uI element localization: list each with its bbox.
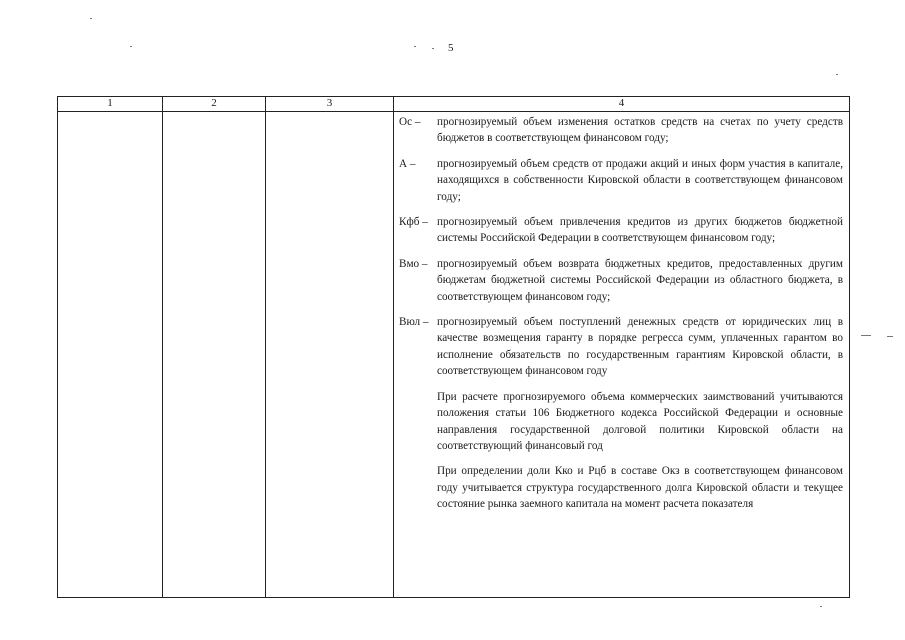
- document-table: [57, 96, 850, 598]
- paragraph-share-determination: При определении доли Кко и Рцб в составе Окз в соответствующем финансовом году учитывается структура государственного долга Кировской области и текущее состояние рынка заемного капитала на момент расчета показателя: [437, 465, 843, 511]
- scan-speck: [414, 46, 416, 47]
- definition-text: прогнозируемый объем средств от продажи акций и иных форм участия в капитале, находящихся в собственности Кировской области в соответствующем финансовом году;: [437, 157, 843, 203]
- cell-column-3: [266, 112, 394, 598]
- scan-speck: [861, 335, 871, 336]
- definition-term: Вмо –: [399, 257, 428, 270]
- definition-os: [399, 114, 843, 147]
- definition-kfb: [399, 214, 843, 247]
- definition-term: Вюл –: [399, 316, 429, 329]
- definition-vyul: [399, 314, 843, 380]
- definition-text: прогнозируемый объем привлечения кредитов из других бюджетов бюджетной системы Российской Федерации в соответствующем финансовом году;: [437, 216, 843, 245]
- definition-term: Ос –: [399, 116, 421, 128]
- page-number: 5: [448, 42, 454, 54]
- table-row: [58, 112, 850, 598]
- column-header-4: 4: [394, 97, 850, 112]
- scan-speck: [887, 336, 893, 337]
- column-header-2: 2: [163, 97, 266, 112]
- scan-speck: [90, 18, 92, 19]
- table-header-row: [58, 97, 850, 112]
- column-header-3: 3: [266, 97, 394, 112]
- scan-speck: [130, 46, 132, 47]
- definition-text: прогнозируемый объем изменения остатков средств на счетах по учету средств бюджетов в соответствующем финансовом году;: [437, 116, 843, 145]
- paragraph-commercial-borrowings: При расчете прогнозируемого объема коммерческих заимствований учитываются положения статьи 106 Бюджетного кодекса Российской Федерации и основные направления государственной долговой политики Кировской области на соответствующий финансовый год: [437, 390, 843, 452]
- definition-term: А –: [399, 157, 416, 170]
- scan-speck: [820, 606, 822, 607]
- cell-column-2: [163, 112, 266, 598]
- column-header-1: 1: [58, 97, 163, 112]
- definition-text: прогнозируемый объем возврата бюджетных кредитов, предоставленных другим бюджетам бюджетной системы Российской Федерации из областного бюджета, в соответствующем финансовом году;: [437, 257, 843, 303]
- definition-vmo: [399, 256, 843, 305]
- cell-column-4: [394, 112, 850, 598]
- definition-a: [399, 156, 843, 205]
- definition-text: прогнозируемый объем поступлений денежных средств от юридических лиц в качестве возмещения гаранту в порядке регресса сумм, уплаченных гарантом во исполнение обязательств по государственным гарантиям Кировской области, в соответствующем финансовом году: [437, 316, 843, 378]
- definition-term: Кфб –: [399, 216, 428, 229]
- scan-speck: [836, 74, 838, 75]
- cell-column-1: [58, 112, 163, 598]
- scan-speck: [432, 48, 434, 49]
